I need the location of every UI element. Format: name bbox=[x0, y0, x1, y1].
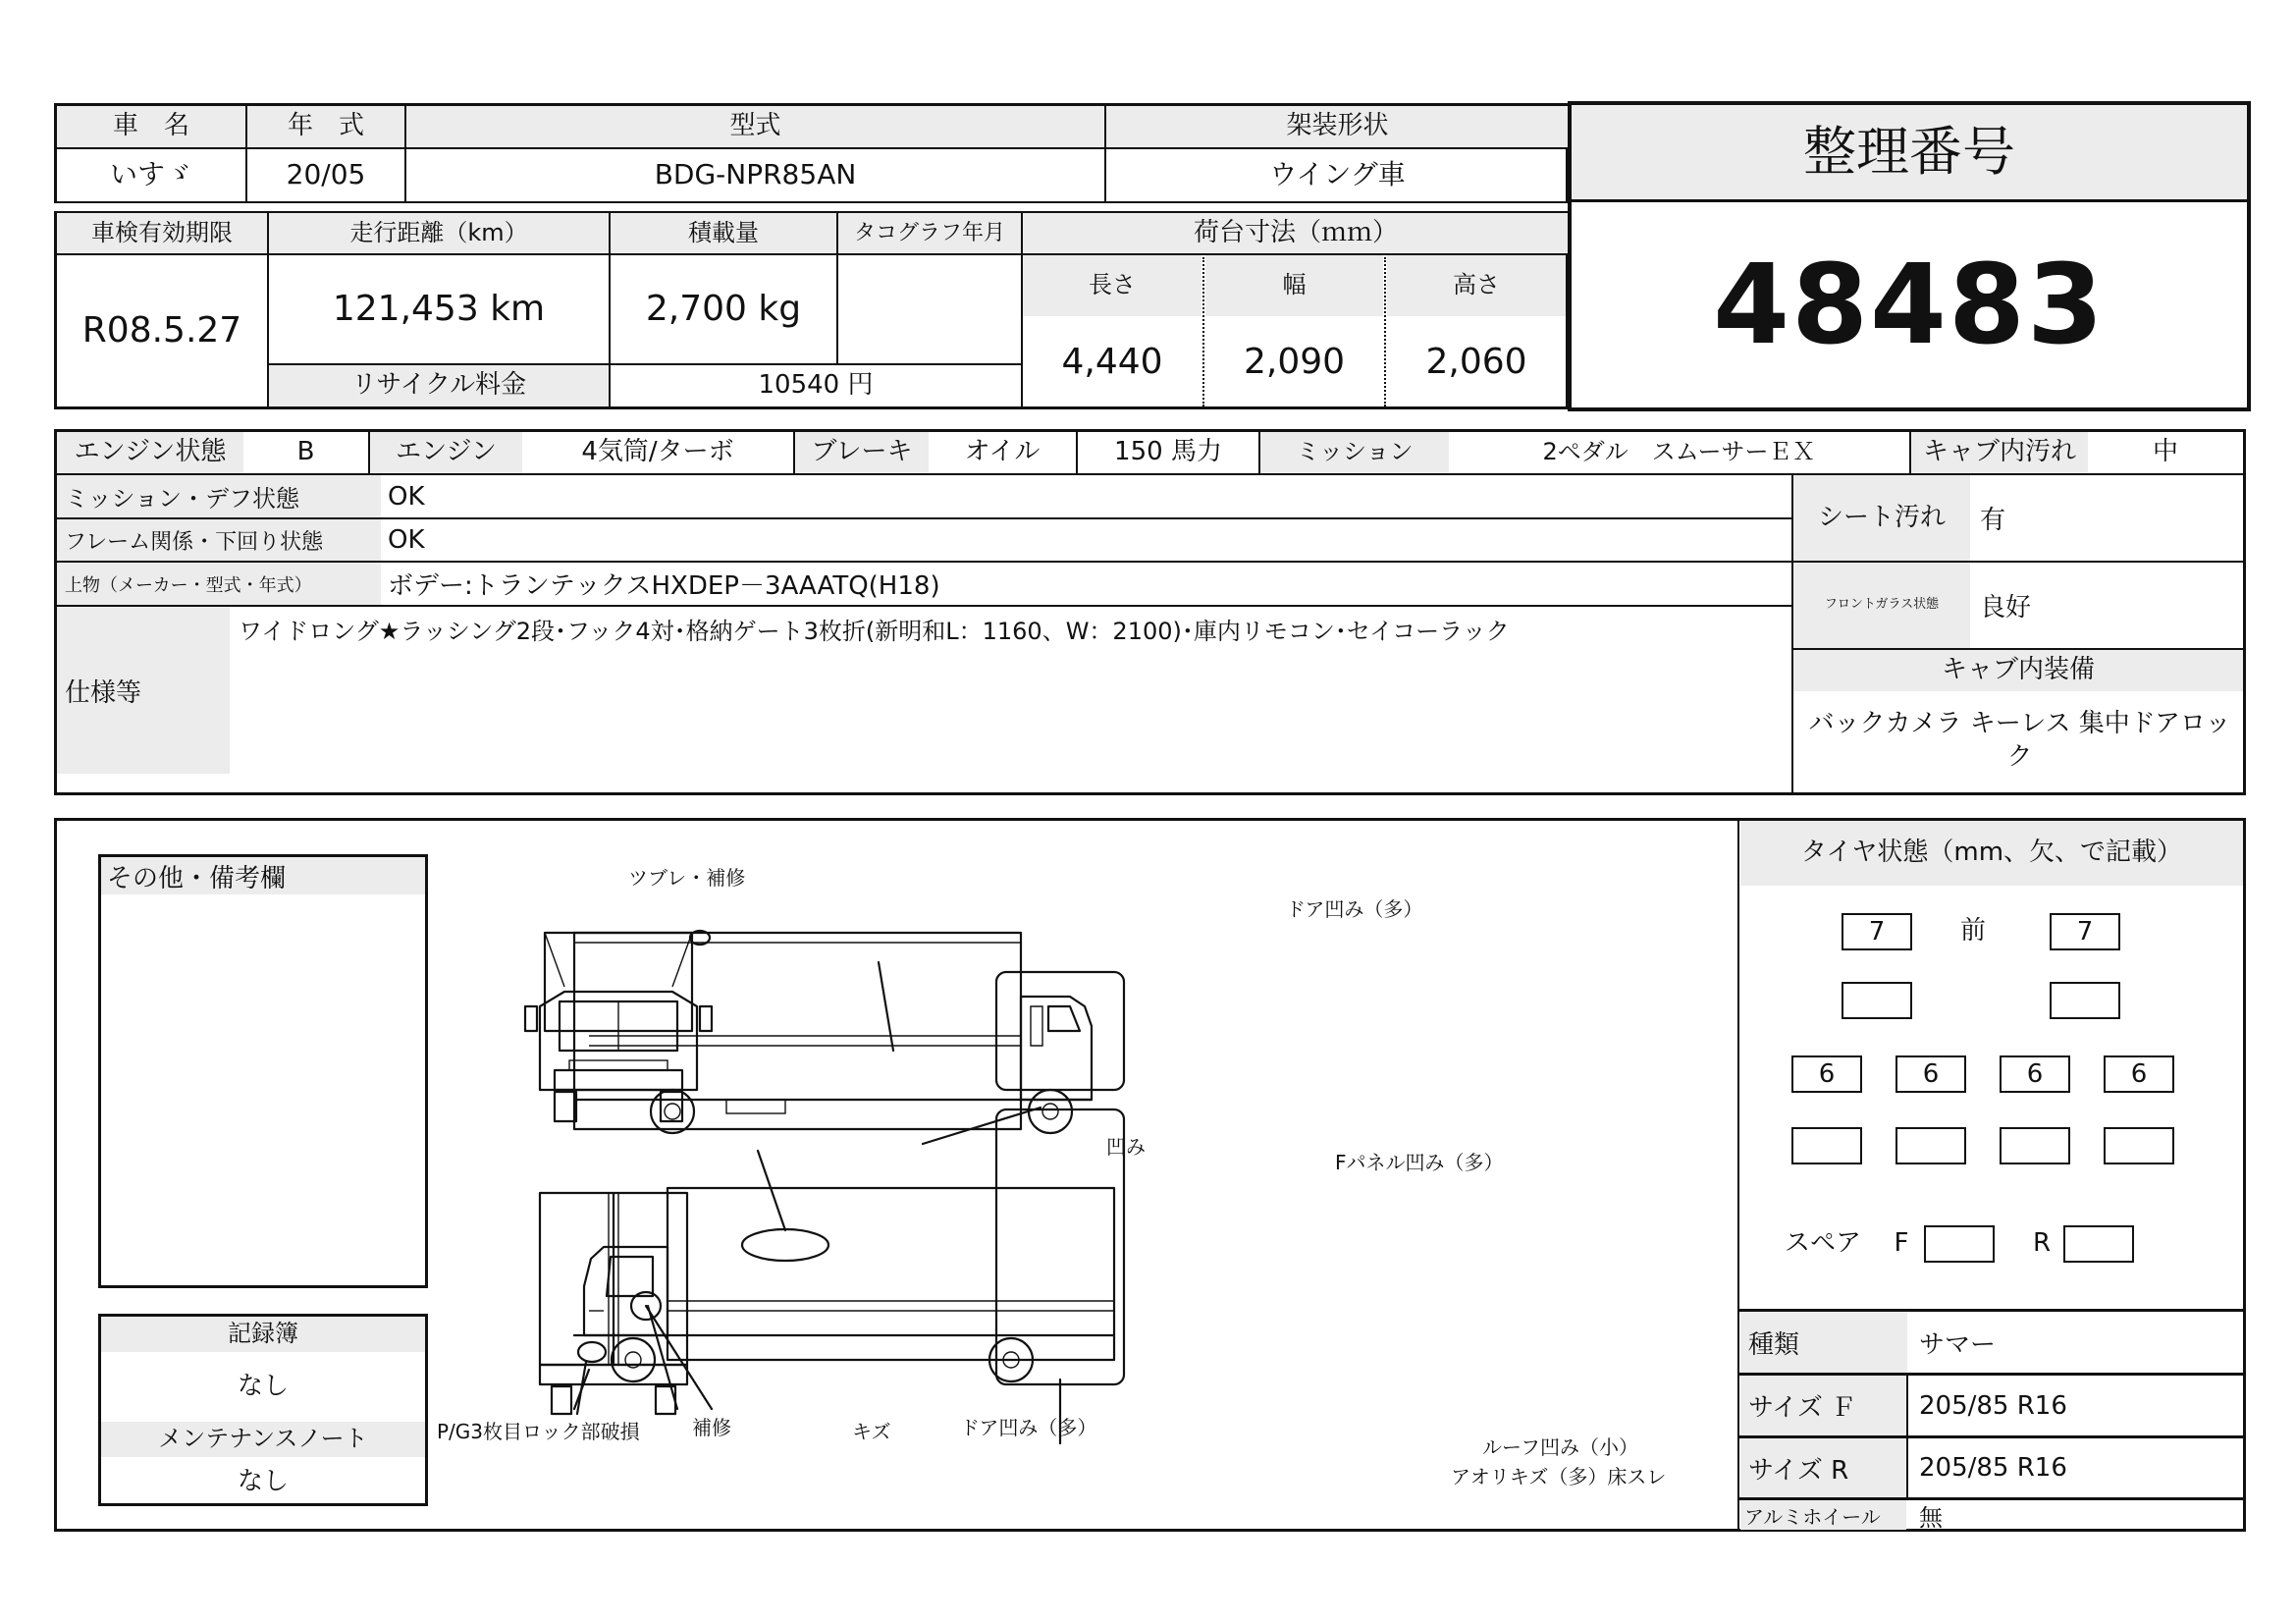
annotation-door-dent-lower: ドア凹み（多） bbox=[960, 1416, 1097, 1439]
tire-rear-2: 6 bbox=[1896, 1055, 1966, 1093]
inspection-label: 車検有効期限 bbox=[57, 213, 267, 253]
body-type-label: 架装形状 bbox=[1106, 106, 1569, 147]
front-label: 前 bbox=[1959, 916, 1986, 947]
tacho-label: タコグラフ年月 bbox=[838, 213, 1021, 253]
tire-rear-4-inner bbox=[2104, 1127, 2174, 1164]
mission-label: ミッション bbox=[1260, 432, 1449, 473]
truck-side-view-right bbox=[574, 1151, 1114, 1414]
upper-body-value: ボデー:トランテックスHXDEP－3AAATQ(H18) bbox=[388, 571, 940, 601]
tire-size-f-value: 205/85 R16 bbox=[1919, 1390, 2067, 1421]
engine-state-value: B bbox=[296, 437, 315, 467]
engine-state-label: エンジン状態 bbox=[57, 432, 243, 473]
tire-rear-2-inner bbox=[1896, 1127, 1966, 1164]
mileage-value: 121,453 km bbox=[332, 289, 546, 330]
spare-label: スペア bbox=[1784, 1228, 1861, 1259]
body-type-value: ウイング車 bbox=[1269, 158, 1406, 191]
cab-dirt-value: 中 bbox=[2152, 437, 2178, 467]
cab-dirt-label: キャブ内汚れ bbox=[1911, 432, 2088, 473]
seat-dirt-value: 有 bbox=[1980, 506, 2006, 535]
ref-number-value: 48483 bbox=[1713, 241, 2106, 369]
upper-body-label: 上物（メーカー・型式・年式） bbox=[57, 563, 381, 605]
frame-value: OK bbox=[388, 525, 425, 555]
model-value: BDG-NPR85AN bbox=[654, 158, 857, 191]
mission-diff-value: OK bbox=[388, 481, 425, 512]
recycle-label: リサイクル料金 bbox=[269, 365, 609, 406]
tire-front-right: 7 bbox=[2050, 913, 2120, 950]
length-value: 4,440 bbox=[1061, 342, 1163, 383]
alu-wheel-value: 無 bbox=[1919, 1503, 1943, 1532]
annotation-pg-lock-damage: P/G3枚目ロック部破損 bbox=[437, 1420, 640, 1443]
tire-rear-4: 6 bbox=[2104, 1055, 2174, 1093]
annotation-scratch: キズ bbox=[852, 1420, 891, 1443]
tire-size-f-label: サイズ Ｆ bbox=[1740, 1376, 1906, 1435]
annotation-f-panel-dent: Fパネル凹み（多） bbox=[1335, 1151, 1504, 1174]
inspection-value: R08.5.27 bbox=[81, 310, 242, 352]
cab-equip-value: バックカメラ キーレス 集中ドアロック bbox=[1808, 709, 2231, 772]
spec-label: 仕様等 bbox=[57, 607, 230, 774]
maint-label: メンテナンスノート bbox=[101, 1422, 425, 1457]
height-value: 2,060 bbox=[1425, 342, 1527, 383]
record-label: 記録簿 bbox=[101, 1317, 425, 1352]
truck-top-view bbox=[923, 972, 1124, 1443]
tire-front-left-inner bbox=[1842, 982, 1912, 1019]
tire-front-left: 7 bbox=[1842, 913, 1912, 950]
width-value: 2,090 bbox=[1243, 342, 1346, 383]
ref-number-label: 整理番号 bbox=[1572, 105, 2247, 199]
record-value: なし bbox=[237, 1372, 289, 1402]
length-label: 長さ bbox=[1023, 255, 1201, 316]
annotation-front-dent: ツブレ・補修 bbox=[628, 866, 746, 890]
engine-label: エンジン bbox=[370, 432, 522, 473]
seat-dirt-label: シート汚れ bbox=[1793, 475, 1970, 561]
model-label: 型式 bbox=[406, 106, 1104, 147]
spare-f-box bbox=[1924, 1225, 1995, 1263]
recycle-value: 10540 円 bbox=[758, 370, 874, 401]
alu-wheel-label: アルミホイール bbox=[1740, 1500, 1906, 1530]
mission-diff-label: ミッション・デフ状態 bbox=[57, 475, 381, 517]
spec-value: ワイドロング★ラッシング2段･フック4対･格納ゲート3枚折(新明和L：1160、W：2100)･庫内リモコン･セイコーラック bbox=[239, 618, 1510, 645]
tire-status-title: タイヤ状態（mm、欠、で記載） bbox=[1740, 821, 2243, 886]
tire-rear-3: 6 bbox=[2000, 1055, 2070, 1093]
tire-rear-3-inner bbox=[2000, 1127, 2070, 1164]
year-label: 年 式 bbox=[247, 106, 404, 147]
horsepower-value: 150 馬力 bbox=[1114, 437, 1222, 467]
windshield-value: 良好 bbox=[1980, 593, 2032, 622]
mileage-label: 走行距離（km） bbox=[269, 213, 609, 253]
tacho-value bbox=[838, 255, 1021, 363]
year-value: 20/05 bbox=[286, 158, 366, 191]
engine-value: 4気筒/ターボ bbox=[581, 437, 734, 467]
height-label: 高さ bbox=[1387, 255, 1566, 316]
remarks-box bbox=[98, 854, 428, 1288]
windshield-label: フロントガラス状態 bbox=[1793, 563, 1970, 648]
truck-rear-view bbox=[540, 1193, 687, 1414]
width-label: 幅 bbox=[1205, 255, 1383, 316]
annotation-gate-scratch: アオリキズ（多）床スレ bbox=[1451, 1465, 1667, 1488]
remarks-label: その他・備考欄 bbox=[101, 857, 425, 894]
car-name-value: いすゞ bbox=[109, 158, 192, 191]
brake-label: ブレーキ bbox=[795, 432, 929, 473]
tire-rear-1: 6 bbox=[1791, 1055, 1862, 1093]
maint-value: なし bbox=[237, 1467, 289, 1497]
truck-side-view-left bbox=[574, 933, 1092, 1133]
mission-value: 2ペダル スムーサーＥＸ bbox=[1542, 438, 1816, 466]
spare-r-label: R bbox=[2032, 1228, 2052, 1259]
cab-equip-label: キャブ内装備 bbox=[1793, 650, 2243, 691]
annotation-roof-dent: ルーフ凹み（小） bbox=[1482, 1435, 1638, 1459]
annotation-dent: 凹み bbox=[1106, 1135, 1146, 1159]
tire-front-right-inner bbox=[2050, 982, 2120, 1019]
capacity-value: 2,700 kg bbox=[645, 289, 802, 330]
tire-size-r-label: サイズ R bbox=[1740, 1438, 1906, 1497]
cargo-size-label: 荷台寸法（ｍｍ） bbox=[1023, 213, 1569, 253]
tire-type-label: 種類 bbox=[1740, 1312, 1907, 1373]
spare-r-box bbox=[2063, 1225, 2134, 1263]
capacity-label: 積載量 bbox=[611, 213, 836, 253]
tire-type-value: サマー bbox=[1919, 1329, 1997, 1360]
annotation-door-dent-upper: ドア凹み（多） bbox=[1286, 897, 1423, 921]
car-name-label: 車 名 bbox=[57, 106, 245, 147]
annotation-repair: 補修 bbox=[692, 1416, 731, 1439]
tire-size-r-value: 205/85 R16 bbox=[1919, 1453, 2067, 1483]
tire-rear-1-inner bbox=[1791, 1127, 1862, 1164]
frame-label: フレーム関係・下回り状態 bbox=[57, 519, 381, 561]
brake-value: オイル bbox=[964, 437, 1041, 467]
spare-f-label: F bbox=[1894, 1228, 1909, 1259]
